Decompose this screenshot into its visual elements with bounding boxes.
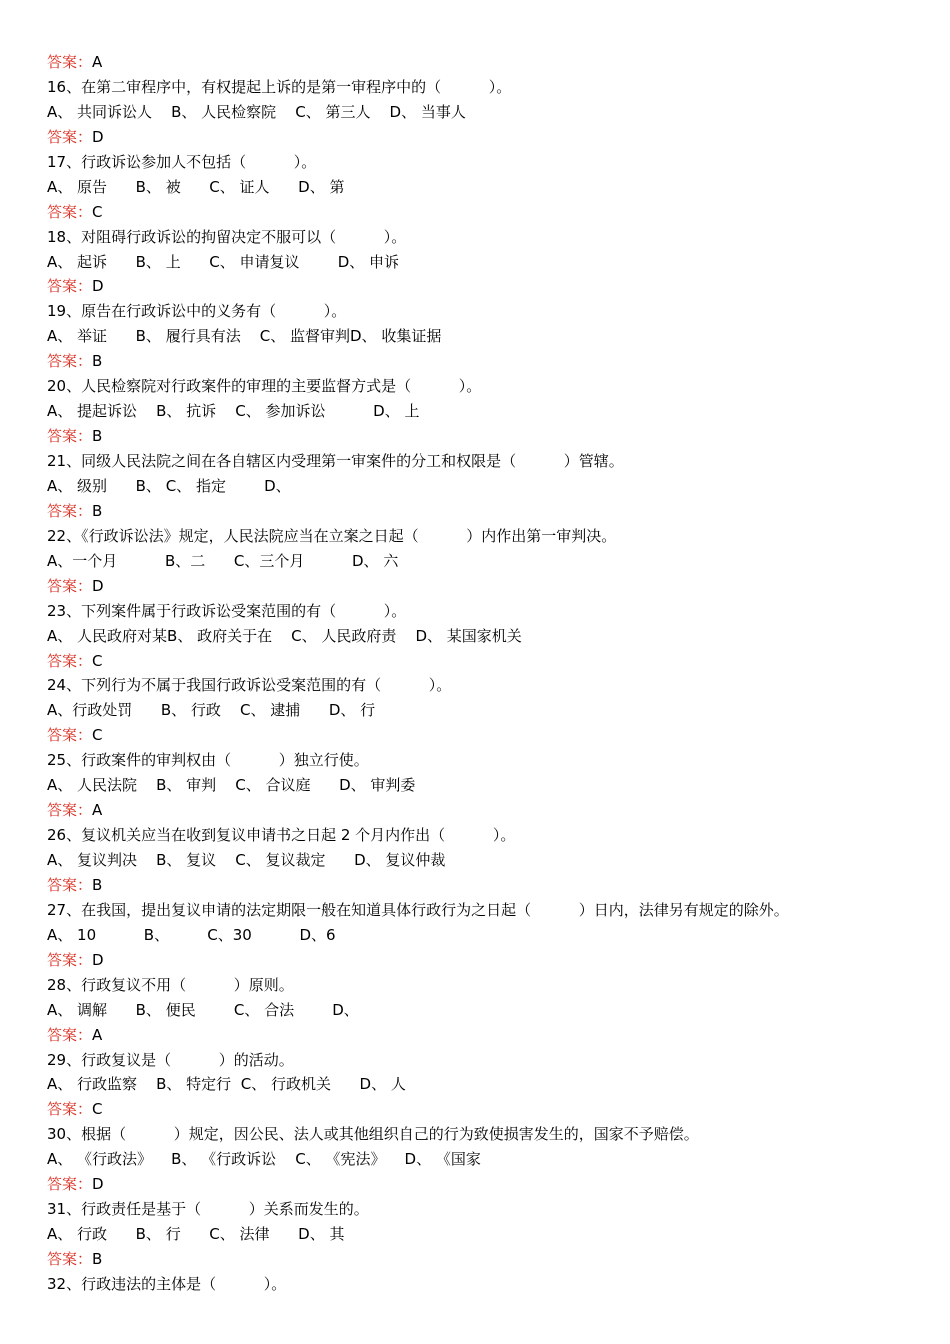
answer-value: D [92, 127, 104, 146]
options-line: A、行政处罚 B、 行政 C、 逮捕 D、 行 [47, 701, 376, 720]
options-line: A、 人民政府对某B、 政府关于在 C、 人民政府责 D、 某国家机关 [47, 626, 522, 645]
answer-label: 答案： [47, 53, 93, 71]
answer-value: C [92, 202, 103, 221]
question-line: 17、行政诉讼参加人不包括（ ）。 [47, 152, 317, 171]
answer-label: 答案： [47, 427, 93, 446]
answer-line [47, 200, 927, 225]
question-line: 26、复议机关应当在收到复议申请书之日起 2 个月内作出（ ）。 [47, 826, 516, 845]
options-line: A、 人民法院 B、 审判 C、 合议庭 D、 审判委 [47, 776, 416, 795]
answer-line [47, 125, 927, 150]
answer-label: 答案： [47, 1100, 93, 1119]
answer-value: C [92, 1100, 103, 1119]
options-line: A、 提起诉讼 B、 抗诉 C、 参加诉讼 D、 上 [47, 402, 420, 421]
document-page [47, 50, 927, 1297]
question-line: 22、《行政诉讼法》规定，人民法院应当在立案之日起（ ）内作出第一审判决。 [47, 526, 617, 545]
answer-label: 答案： [47, 801, 93, 820]
answer-label: 答案： [47, 576, 93, 595]
options-line: A、 10 B、 C、30 D、6 [47, 925, 336, 944]
answer-line [47, 1097, 927, 1122]
question-line: 24、下列行为不属于我国行政诉讼受案范围的有（ ）。 [47, 676, 452, 695]
answer-label: 答案： [47, 352, 93, 371]
answer-line [47, 274, 927, 299]
answer-value: D [92, 1175, 104, 1194]
answer-label: 答案： [47, 501, 93, 520]
question-line: 31、行政责任是基于（ ）关系而发生的。 [47, 1200, 369, 1219]
answer-label: 答案： [47, 127, 93, 146]
answer-line [47, 424, 927, 449]
options-line: A、 调解 B、 便民 C、 合法 D、 [47, 1000, 359, 1019]
answer-line [47, 723, 927, 748]
answer-label: 答案： [47, 950, 93, 969]
answer-value: B [92, 875, 103, 894]
answer-line [47, 349, 927, 374]
answer-label: 答案： [47, 277, 93, 296]
answer-value: B [92, 1250, 103, 1268]
question-line: 20、人民检察院对行政案件的审理的主要监督方式是（ ）。 [47, 377, 482, 396]
answer-line [47, 873, 927, 898]
answer-label: 答案： [47, 1025, 93, 1044]
answer-line [47, 649, 927, 674]
question-line: 21、同级人民法院之间在各自辖区内受理第一审案件的分工和权限是（ ）管辖。 [47, 452, 624, 470]
answer-label: 答案： [47, 1250, 93, 1268]
answer-value: A [92, 801, 103, 820]
answer-label: 答案： [47, 202, 93, 221]
question-line: 18、对阻碍行政诉讼的拘留决定不服可以（ ）。 [47, 227, 407, 246]
answer-line [47, 50, 927, 75]
options-line: A、 级别 B、 C、 指定 D、 [47, 476, 291, 495]
answer-value: B [92, 352, 103, 371]
answer-line [47, 574, 927, 599]
answer-line [47, 1023, 927, 1048]
question-line: 32、行政违法的主体是（ ）。 [47, 1274, 287, 1293]
question-line: 16、在第二审程序中，有权提起上诉的是第一审程序中的（ ）。 [47, 77, 512, 96]
question-line: 27、在我国，提出复议申请的法定期限一般在知道具体行政行为之日起（ ）日内，法律另有规定的除外。 [47, 900, 789, 919]
options-line: A、一个月 B、二 C、三个月 D、 六 [47, 551, 399, 570]
options-line: A、 举证 B、 履行具有法 C、 监督审判D、 收集证据 [47, 327, 442, 346]
answer-line [47, 1172, 927, 1197]
question-line: 25、行政案件的审判权由（ ）独立行使。 [47, 751, 369, 770]
options-line: A、 原告 B、 被 C、 证人 D、 第 [47, 177, 345, 196]
answer-value: D [92, 950, 104, 969]
options-line: A、 行政监察 B、 特定行 C、 行政机关 D、 人 [47, 1075, 406, 1094]
answer-label: 答案： [47, 875, 93, 894]
answer-line [47, 798, 927, 823]
answer-value: C [92, 726, 103, 745]
answer-value: C [92, 651, 103, 670]
answer-label: 答案： [47, 651, 93, 670]
options-line: A、 共同诉讼人 B、 人民检察院 C、 第三人 D、 当事人 [47, 102, 466, 121]
question-line: 30、根据（ ）规定，因公民、法人或其他组织自己的行为致使损害发生的，国家不予赔偿。 [47, 1125, 699, 1144]
answer-line [47, 1247, 927, 1272]
answer-value: B [92, 427, 103, 446]
question-line: 23、下列案件属于行政诉讼受案范围的有（ ）。 [47, 601, 407, 620]
answer-value: A [92, 1025, 103, 1044]
question-line: 28、行政复议不用（ ）原则。 [47, 975, 294, 994]
answer-value: D [92, 576, 104, 595]
answer-value: D [92, 277, 104, 296]
question-line: 19、原告在行政诉讼中的义务有（ ）。 [47, 302, 347, 321]
question-line: 29、行政复议是（ ）的活动。 [47, 1050, 294, 1069]
answer-line [47, 499, 927, 524]
options-line: A、 行政 B、 行 C、 法律 D、 其 [47, 1225, 345, 1244]
options-line: A、 复议判决 B、 复议 C、 复议裁定 D、 复议仲裁 [47, 851, 446, 869]
options-line: A、 《行政法》 B、 《行政诉讼 C、 《宪法》 D、 《国家 [47, 1150, 481, 1169]
answer-label: 答案： [47, 1175, 93, 1194]
answer-value: A [92, 53, 103, 71]
answer-value: B [92, 501, 103, 520]
answer-line [47, 948, 927, 973]
options-line: A、 起诉 B、 上 C、 申请复议 D、 申诉 [47, 252, 400, 271]
answer-label: 答案： [47, 726, 93, 745]
